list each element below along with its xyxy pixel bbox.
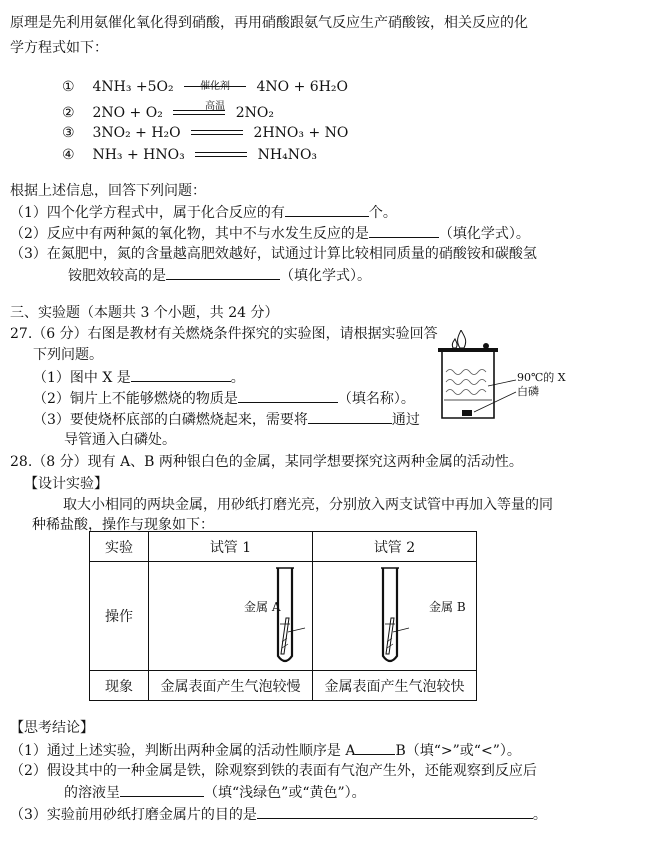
figure-label-water: 90℃的 X xyxy=(517,371,566,384)
temperature-label: 高温 xyxy=(205,101,226,112)
equation-number: ④ xyxy=(62,147,75,163)
equation-products: 2HNO₃ + NO xyxy=(253,125,349,141)
answer-blank[interactable] xyxy=(355,739,395,755)
answer-blank[interactable] xyxy=(131,366,231,382)
conclusion-1-tail: B（填“>”或“<”）。 xyxy=(395,743,521,759)
equals-sign xyxy=(195,150,247,160)
design-text-1: 取大小相同的两块金属，用砂纸打磨光亮，分别放入两支试管中再加入等量的同 xyxy=(63,497,553,513)
conclusion-1 xyxy=(10,739,521,761)
conclusion-2-tail: （填“浅绿色”或“黄色”）。 xyxy=(204,785,366,801)
copper-plate xyxy=(438,348,498,352)
equation-products: NH₄NO₃ xyxy=(257,147,318,163)
equation-reactants: 2NO + O₂ xyxy=(92,105,163,121)
beaker-figure xyxy=(430,330,600,430)
sub-2-text: （2）铜片上不能够燃烧的物质是 xyxy=(33,391,238,407)
question-3-cont xyxy=(68,264,371,286)
observation-tube-2: 金属表面产生气泡较快 xyxy=(313,671,477,701)
sub-1-text: （1）图中 X 是 xyxy=(33,370,131,386)
metal-strip-b xyxy=(386,618,394,654)
equation-number: ③ xyxy=(62,125,75,141)
question-3: （3）在氮肥中，氮的含量越高肥效越好，试通过计算比较相同质量的硝酸铵和碳酸氢 xyxy=(10,246,537,262)
question-intro: 根据上述信息，回答下列问题： xyxy=(10,183,206,199)
equals-sign xyxy=(191,128,243,138)
table-row-label-operation: 操作 xyxy=(90,562,149,671)
conclusion-1-text: （1）通过上述实验，判断出两种金属的活动性顺序是 A xyxy=(10,743,356,759)
intro-line-1: 原理是先利用氨催化氧化得到硝酸，再用硝酸跟氨气反应生产硝酸铵，相关反应的化 xyxy=(10,15,528,31)
table-row-label-observation: 现象 xyxy=(90,671,149,701)
design-heading: 【设计实验】 xyxy=(24,476,108,492)
table-header-tube-1: 试管 1 xyxy=(149,532,313,562)
metal-b-label: 金属 B xyxy=(429,600,466,614)
metal-strip-a xyxy=(281,618,289,654)
metal-a-label: 金属 A xyxy=(244,600,281,614)
test-tube-2 xyxy=(313,562,476,670)
reaction-condition xyxy=(184,69,246,112)
question-3-tail: （填化学式）。 xyxy=(280,268,371,284)
problem-27-stem: 27.（6 分）右图是教材有关燃烧条件探究的实验图，请根据实验回答 xyxy=(10,326,438,342)
equation-number: ② xyxy=(62,105,75,121)
conclusion-2: （2）假设其中的一种金属是铁，除观察到铁的表面有气泡产生外，还能观察到反应后 xyxy=(10,763,537,779)
answer-blank[interactable] xyxy=(257,803,533,819)
equation-reactants: 3NO₂ + H₂O xyxy=(92,125,181,141)
answer-blank[interactable] xyxy=(308,408,392,424)
sub-3-tail: 通过 xyxy=(391,412,420,428)
observation-tube-1: 金属表面产生气泡较慢 xyxy=(149,671,313,701)
question-1 xyxy=(10,201,397,223)
sub-1-tail: 。 xyxy=(230,370,245,386)
design-text-2: 种稀盐酸，操作与现象如下： xyxy=(32,517,214,533)
answer-blank[interactable] xyxy=(369,222,439,238)
white-phosphorus xyxy=(462,410,472,416)
problem-28-stem: 28.（8 分）现有 A、B 两种银白色的金属，某同学想要探究这两种金属的活动性。 xyxy=(10,454,523,470)
tube-1-cell xyxy=(149,562,313,671)
answer-blank[interactable] xyxy=(285,201,369,217)
equation-reactants: 4NH₃ +5O₂ xyxy=(92,79,174,95)
conclusion-heading: 【思考结论】 xyxy=(10,720,94,736)
table-header-tube-2: 试管 2 xyxy=(313,532,477,562)
problem-27-sub-2 xyxy=(33,387,415,409)
experiment-table xyxy=(89,531,477,701)
equation-4 xyxy=(62,144,317,166)
sub-3-text: （3）要使烧杯底部的白磷燃烧起来，需要将 xyxy=(33,412,308,428)
question-2 xyxy=(10,222,530,244)
catalyst-label: 催化剂 xyxy=(200,81,231,92)
equation-2 xyxy=(62,102,274,124)
equation-products: 4NO + 6H₂O xyxy=(256,79,348,95)
answer-blank[interactable] xyxy=(238,387,338,403)
conclusion-3 xyxy=(10,803,547,825)
equation-3 xyxy=(62,122,348,144)
problem-27-sub-3 xyxy=(33,408,420,430)
beaker xyxy=(442,352,494,418)
problem-27-sub-1 xyxy=(33,366,245,388)
conclusion-2-text: 的溶液呈 xyxy=(64,785,120,801)
table-header-experiment: 实验 xyxy=(90,532,149,562)
question-3-text: 铵肥效较高的是 xyxy=(68,268,166,284)
equation-number: ① xyxy=(62,79,75,95)
conclusion-3-tail: 。 xyxy=(532,807,547,823)
problem-27-stem-cont: 下列问题。 xyxy=(33,347,103,363)
equation-products: 2NO₂ xyxy=(235,105,274,121)
tube-2-cell xyxy=(313,562,477,671)
flame-icon xyxy=(458,330,466,348)
equation-reactants: NH₃ + HNO₃ xyxy=(92,147,185,163)
conclusion-2-cont xyxy=(64,781,366,803)
conclusion-3-text: （3）实验前用砂纸打磨金属片的目的是 xyxy=(10,807,257,823)
equals-sign xyxy=(173,108,225,118)
test-tube-1 xyxy=(149,562,312,670)
question-1-tail: 个。 xyxy=(368,205,397,221)
section-heading: 三、实验题（本题共 3 个小题，共 24 分） xyxy=(10,305,279,321)
question-1-text: （1）四个化学方程式中，属于化合反应的有 xyxy=(10,205,285,221)
question-2-text: （2）反应中有两种氮的氧化物，其中不与水发生反应的是 xyxy=(10,226,369,242)
equation-1 xyxy=(62,69,348,112)
problem-27-sub-3-cont: 导管通入白磷处。 xyxy=(64,432,176,448)
intro-line-2: 学方程式如下： xyxy=(10,40,108,56)
answer-blank[interactable] xyxy=(166,264,280,280)
sub-2-tail: （填名称）。 xyxy=(337,391,415,407)
figure-label-phosphorus: 白磷 xyxy=(517,385,539,398)
answer-blank[interactable] xyxy=(120,781,204,797)
question-2-tail: （填化学式）。 xyxy=(438,226,530,242)
